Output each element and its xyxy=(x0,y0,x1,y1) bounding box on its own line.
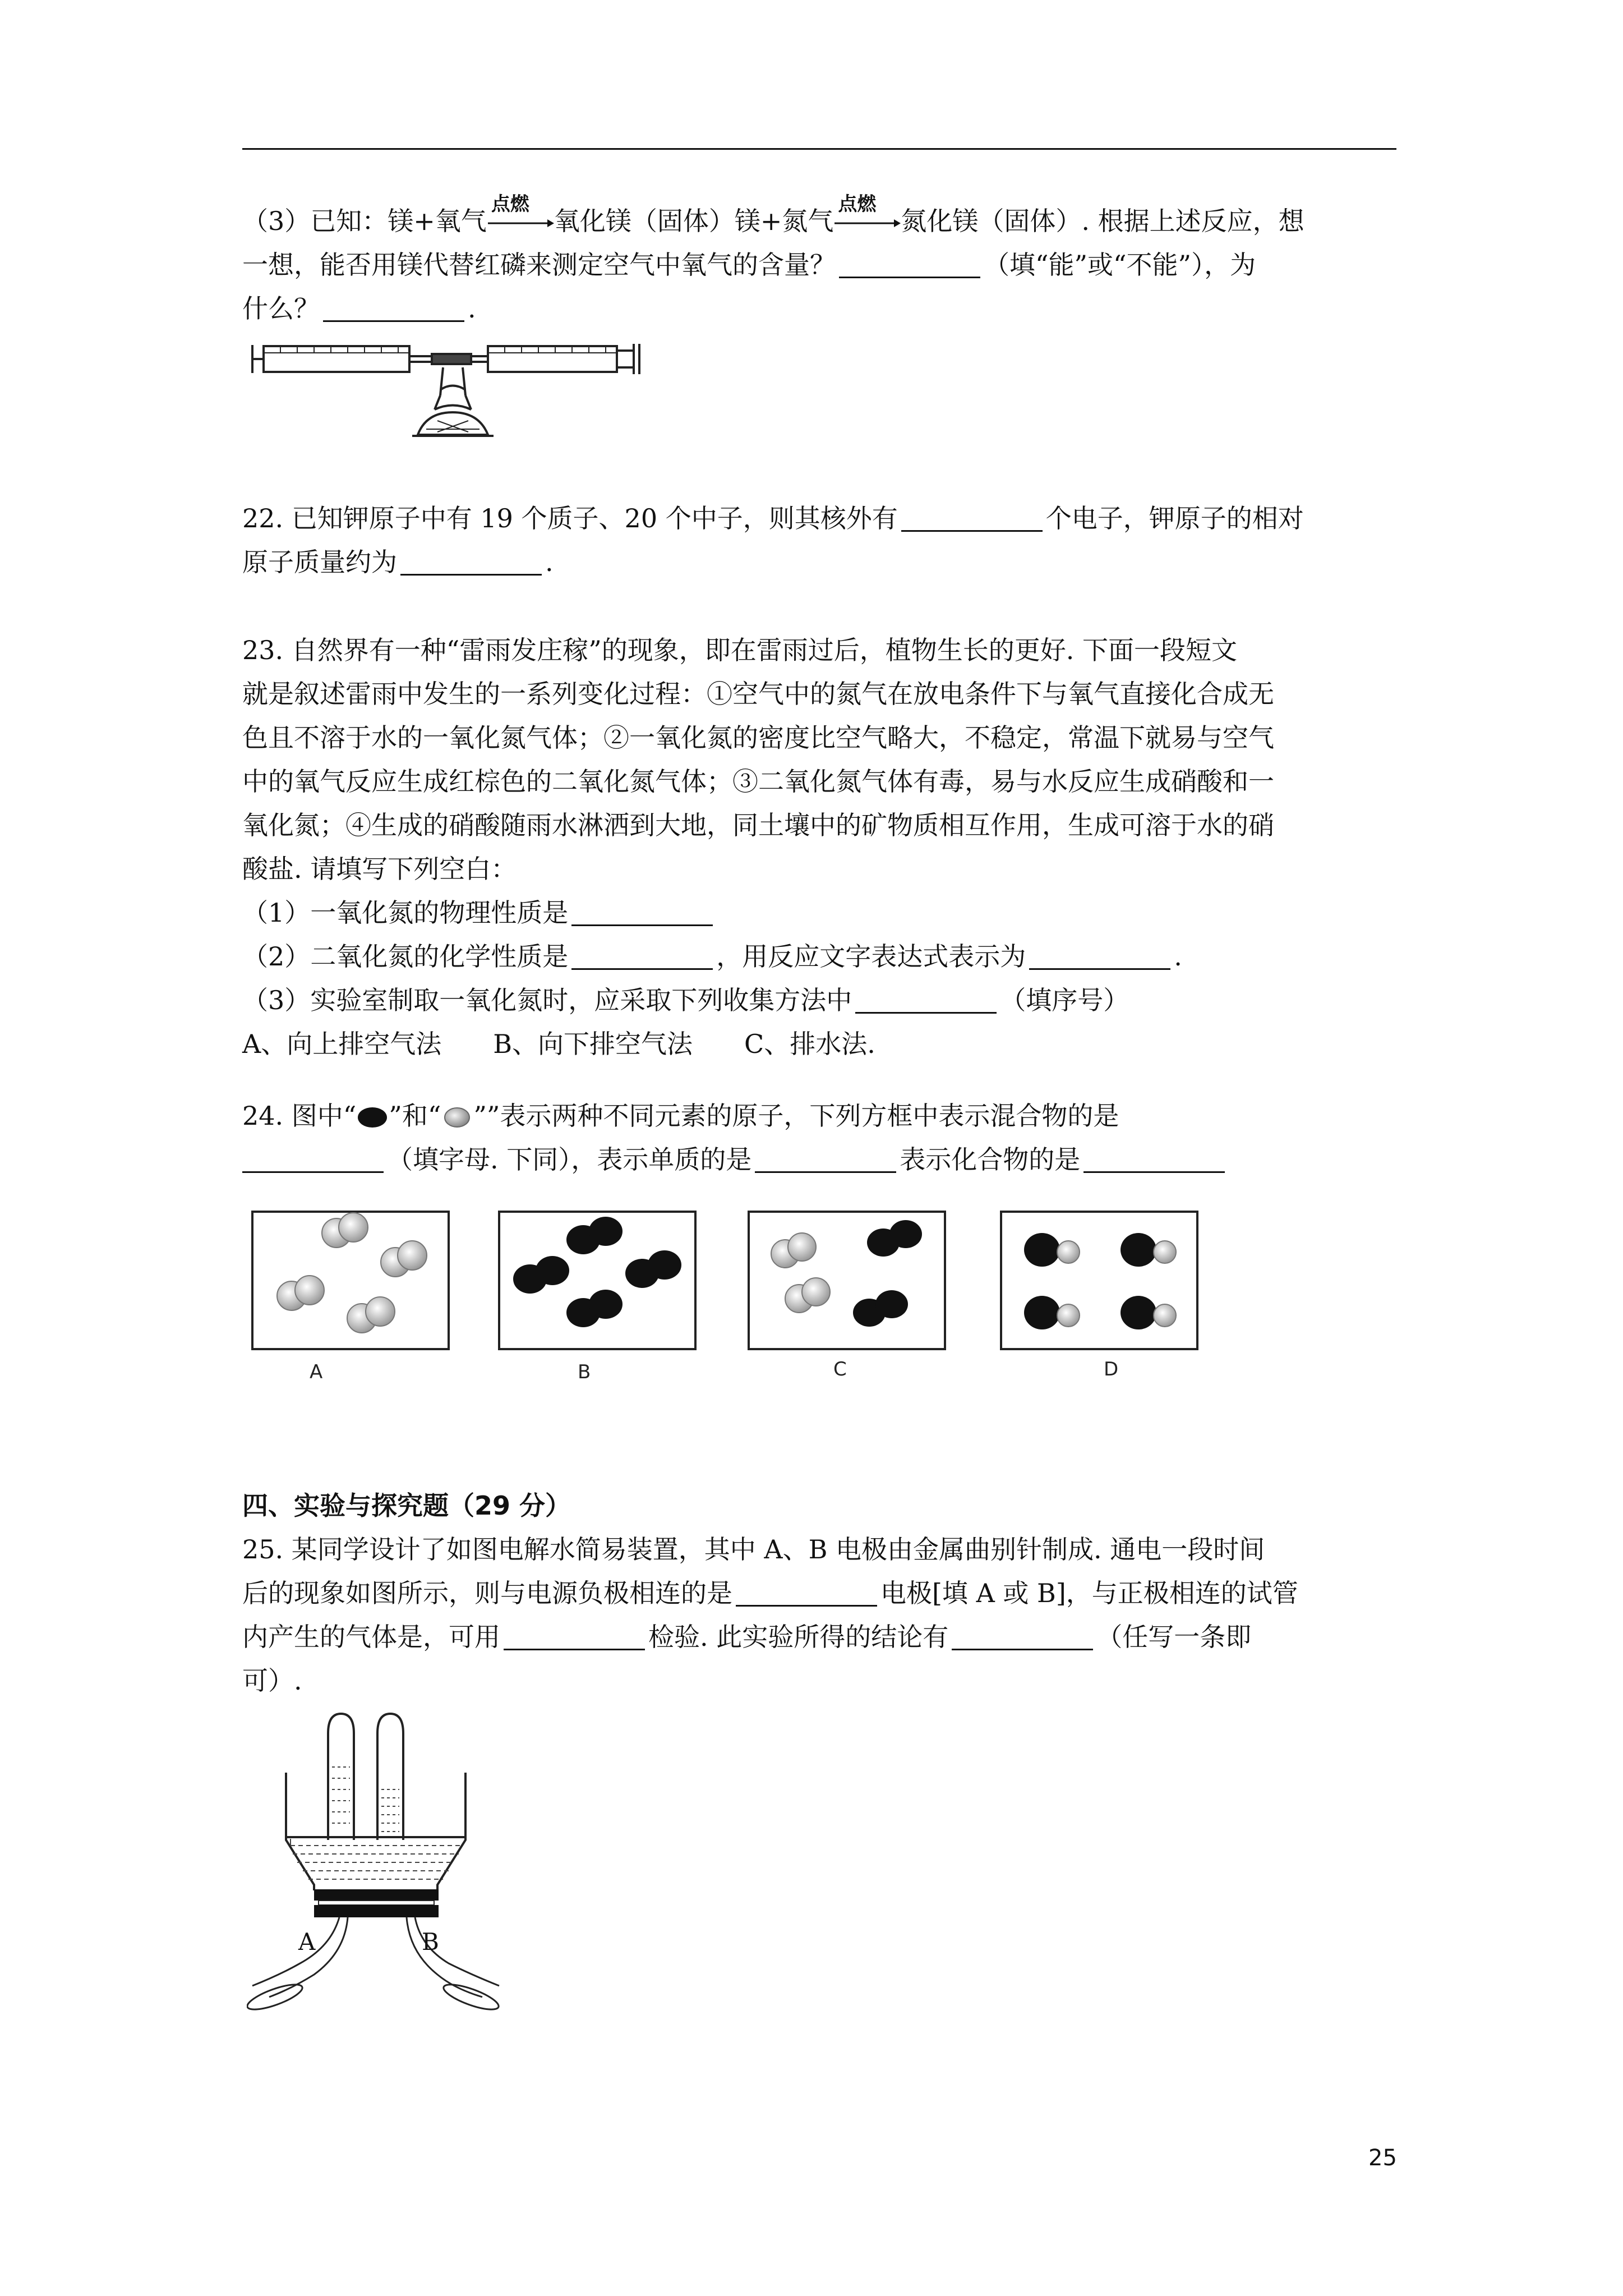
text-line: 可）. xyxy=(242,1665,302,1696)
question-25 xyxy=(242,1527,1398,1703)
text: （填字母. 下同），表示单质的是 xyxy=(387,1144,752,1175)
text-line: 酸盐. 请填写下列空白： xyxy=(242,854,517,884)
text-line: 23. 自然界有一种“雷雨发庄稼”的现象，即在雷雨过后，植物生长的更好. 下面一段短文 xyxy=(242,635,1238,665)
ignite-arrow xyxy=(833,193,901,236)
text: 检验. 此实验所得的结论有 xyxy=(648,1622,949,1652)
text: 氮化镁（固体）. 根据上述反应，想 xyxy=(901,206,1304,236)
text-line: 中的氧气反应生成红棕色的二氧化氮气体；③二氧化氮气体有毒，易与水反应生成硝酸和一 xyxy=(242,766,1274,797)
answer-blank[interactable] xyxy=(952,1623,1093,1650)
question-21-part-3 xyxy=(242,193,1398,330)
answer-blank[interactable] xyxy=(736,1579,877,1607)
box-b[interactable] xyxy=(499,1212,695,1349)
condition-label: 点燃 xyxy=(838,193,877,215)
text: （1）一氧化氮的物理性质是 xyxy=(242,898,569,928)
answer-blank[interactable] xyxy=(504,1623,645,1650)
box-a[interactable] xyxy=(252,1212,449,1349)
text: 原子质量约为 xyxy=(242,547,397,577)
electrode-label-a: A xyxy=(298,1928,316,1955)
text-line: 色且不溶于水的一氧化氮气体；②一氧化氮的密度比空气略大，不稳定，常温下就易与空气 xyxy=(242,723,1274,753)
answer-blank[interactable] xyxy=(400,548,542,576)
text: 个电子，钾原子的相对 xyxy=(1045,503,1304,533)
text: 氧化镁（固体）镁+氮气 xyxy=(554,206,834,236)
answer-blank[interactable] xyxy=(839,251,980,278)
header-rule xyxy=(242,148,1396,150)
section-heading xyxy=(242,1484,1398,1527)
box-d[interactable] xyxy=(1001,1212,1197,1349)
text: （填序号） xyxy=(1000,985,1129,1015)
text: 后的现象如图所示，则与电源负极相连的是 xyxy=(242,1578,732,1608)
text: （任写一条即 xyxy=(1096,1622,1252,1652)
dark-atom-icon xyxy=(356,1106,389,1129)
text: （填“能”或“不能”），为 xyxy=(984,250,1256,280)
text: 24. 图中“ xyxy=(242,1101,357,1131)
text: 一想，能否用镁代替红磷来测定空气中氧气的含量？ xyxy=(242,250,836,280)
text: 什么？ xyxy=(242,293,320,324)
text: （3）已知：镁+氧气 xyxy=(242,206,487,236)
text: （3）实验室制取一氧化氮时，应采取下列收集方法中 xyxy=(242,985,852,1015)
answer-blank[interactable] xyxy=(755,1145,896,1173)
text: . xyxy=(468,293,476,324)
question-23 xyxy=(242,628,1398,1066)
text: 表示化合物的是 xyxy=(900,1144,1081,1175)
options-line: A、向上排空气法 B、向下排空气法 C、排水法. xyxy=(242,1029,875,1059)
answer-blank[interactable] xyxy=(901,504,1043,532)
syringe-apparatus-figure xyxy=(247,334,651,446)
text: 内产生的气体是，可用 xyxy=(242,1622,500,1652)
text: ””表示两种不同元素的原子，下列方框中表示混合物的是 xyxy=(473,1101,1119,1131)
electrode-label-b: B xyxy=(422,1928,439,1955)
text: ”和“ xyxy=(389,1101,441,1131)
page-number: 25 xyxy=(1368,2145,1397,2171)
text-line: 氧化氮；④生成的硝酸随雨水淋洒到大地，同土壤中的矿物质相互作用，生成可溶于水的硝 xyxy=(242,810,1274,840)
molecule-boxes-figure xyxy=(247,1200,1211,1386)
box-label-d: D xyxy=(1104,1358,1119,1381)
box-label-a: A xyxy=(310,1361,323,1383)
question-24 xyxy=(242,1094,1398,1181)
text: 电极[填 A 或 B]，与正极相连的试管 xyxy=(880,1578,1298,1608)
ignite-arrow xyxy=(487,193,554,236)
text: . xyxy=(545,547,554,577)
box-label-c: C xyxy=(833,1358,847,1381)
answer-blank[interactable] xyxy=(571,942,713,970)
text: （2）二氧化氮的化学性质是 xyxy=(242,941,569,972)
answer-blank[interactable] xyxy=(323,295,464,322)
answer-blank[interactable] xyxy=(571,899,713,926)
box-c[interactable] xyxy=(749,1212,945,1349)
text-line: 25. 某同学设计了如图电解水简易装置，其中 A、B 电极由金属曲别针制成. 通电一段时间 xyxy=(242,1534,1265,1565)
box-label-b: B xyxy=(578,1361,591,1383)
text: 22. 已知钾原子中有 19 个质子、20 个中子，则其核外有 xyxy=(242,503,898,533)
question-22 xyxy=(242,496,1398,584)
answer-blank[interactable] xyxy=(1083,1145,1225,1173)
electrolysis-apparatus-figure xyxy=(247,1705,505,2042)
text-line: 就是叙述雷雨中发生的一系列变化过程：①空气中的氮气在放电条件下与氧气直接化合成无 xyxy=(242,679,1274,709)
text: . xyxy=(1174,941,1182,972)
answer-blank[interactable] xyxy=(242,1145,384,1173)
section-title: 四、实验与探究题（29 分） xyxy=(242,1490,571,1521)
text: ，用反应文字表达式表示为 xyxy=(716,941,1026,972)
answer-blank[interactable] xyxy=(1029,942,1170,970)
light-atom-icon xyxy=(441,1106,473,1129)
condition-label: 点燃 xyxy=(491,193,529,215)
answer-blank[interactable] xyxy=(855,986,997,1014)
